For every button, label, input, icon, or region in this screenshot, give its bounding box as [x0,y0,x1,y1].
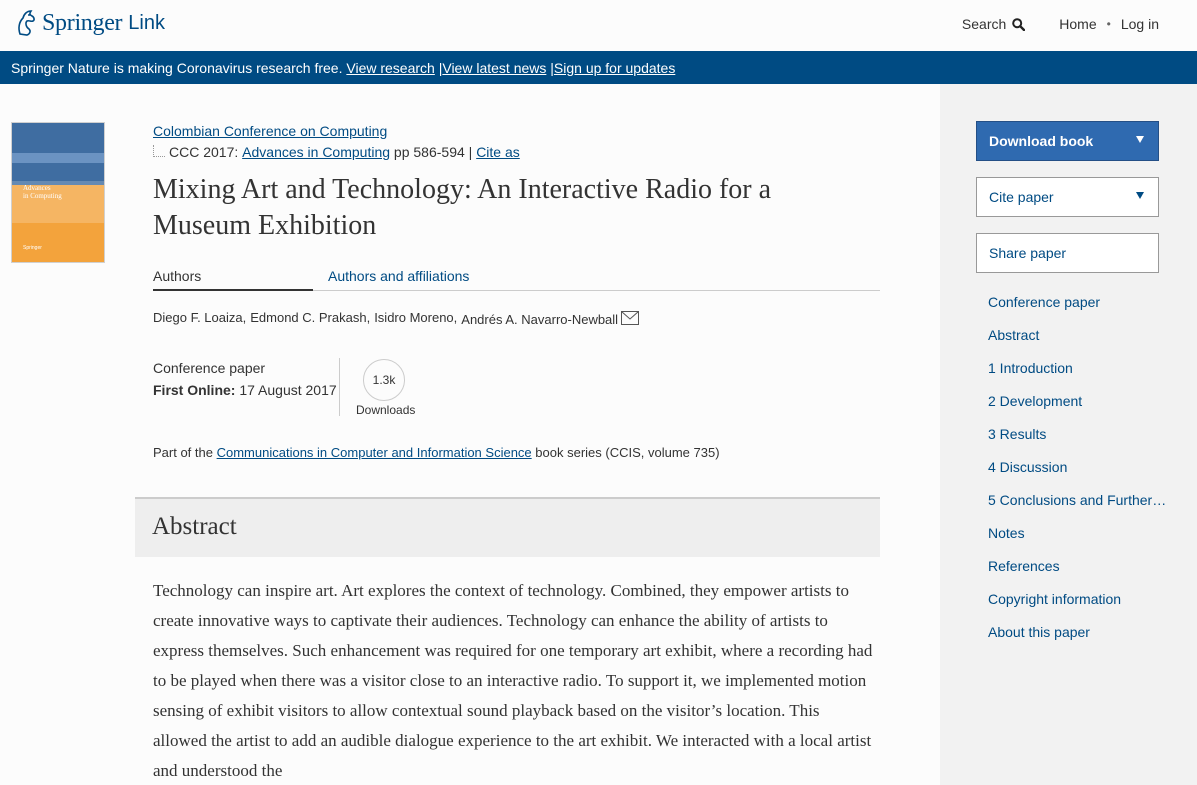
banner-separator: | [438,60,443,76]
cover-strip [12,153,104,163]
author-name[interactable]: Edmond C. Prakash, [250,310,371,325]
article-title: Mixing Art and Technology: An Interactive Radio for a Museum Exhibition [153,174,772,241]
breadcrumb-prefix: CCC 2017: [169,144,239,160]
tab-authors[interactable]: Authors [153,268,313,291]
book-breadcrumb [153,144,520,160]
toc-results[interactable]: 3 Results [988,426,1047,442]
tab-authors-affiliations[interactable]: Authors and affiliations [328,268,470,284]
content-type: Conference paper [153,360,266,376]
banner-separator: | [550,60,554,76]
springer-horse-icon [14,8,38,38]
breadcrumb-pipe: | [468,144,473,160]
email-icon[interactable] [621,311,639,325]
search-label: Search [961,16,1007,32]
series-link[interactable]: Communications in Computer and Information Science [216,445,532,460]
cover-title [23,184,105,200]
toc-copyright[interactable]: Copyright information [988,591,1122,607]
share-paper-button[interactable] [976,233,1159,273]
chevron-down-icon [1136,192,1144,199]
meta-divider [339,358,340,416]
view-latest-news-link[interactable]: View latest news [442,60,547,76]
author-tabs [153,268,880,291]
book-link[interactable]: Advances in Computing [242,144,391,160]
sidebar [940,84,1197,785]
part-of-suffix: book series (CCIS, volume 735) [535,445,720,460]
nav-separator: • [1106,17,1111,31]
author-name[interactable]: Isidro Moreno, [374,310,458,325]
cover-title-line1: Advances [23,184,51,192]
book-cover-image[interactable] [11,122,105,263]
first-online-label: First Online: [153,382,236,398]
abstract-heading: Abstract [152,513,237,540]
banner-text: Springer Nature is making Coronavirus research free. [11,60,343,76]
coronavirus-banner [0,51,1197,84]
view-research-link[interactable]: View research [346,60,435,76]
part-of-prefix: Part of the [153,445,213,460]
cover-title-line2: in Computing [23,192,62,200]
abstract-section-header [135,497,880,557]
search-icon [1012,18,1025,31]
author-name[interactable]: Diego F. Loaiza, [153,310,247,325]
download-book-button[interactable] [976,121,1159,161]
cite-paper-label: Cite paper [989,189,1054,205]
toc-references[interactable]: References [988,558,1060,574]
first-online [153,382,337,398]
springerlink-logo[interactable] [14,8,165,38]
chevron-down-icon [1136,136,1144,143]
toc-notes[interactable]: Notes [988,525,1025,541]
download-book-label: Download book [989,133,1094,149]
site-header [0,0,1197,51]
cover-publisher: Springer [23,245,42,251]
share-paper-label: Share paper [989,245,1067,261]
login-link[interactable]: Log in [1120,16,1159,32]
sign-up-updates-link[interactable]: Sign up for updates [553,60,676,76]
conference-link[interactable]: Colombian Conference on Computing [153,123,388,139]
toc-conference-paper[interactable]: Conference paper [988,294,1101,310]
toc-discussion[interactable]: 4 Discussion [988,459,1068,475]
author-name[interactable]: Andrés A. Navarro-Newball [461,312,619,327]
downloads-count-badge: 1.3k [363,359,405,401]
table-of-contents [988,294,1166,657]
authors-list [153,308,639,327]
logo-springer-text: Springer [42,9,123,36]
toc-introduction[interactable]: 1 Introduction [988,360,1073,376]
logo-link-text: Link [128,11,165,34]
downloads-label: Downloads [356,403,416,417]
home-link[interactable]: Home [1059,16,1097,32]
cite-as-link[interactable]: Cite as [476,144,520,160]
abstract-text: Technology can inspire art. Art explores the context of technology. Combined, they empower artists to create innovative ways to captivate their audiences. Technology can enhance the ability of artists to express themselves. Such enhancement was required for one temporary art exhibit, where a recording had to be played when there was a visitor close to an interactive radio. To support it, we implemented motion sensing of exhibit visitors to allow contextual sound playback based on the visitor’s location. This allowed the artist to add an audible dialogue experience to the art exhibit. We interacted with a local artist and understood the [153,581,873,780]
cite-paper-button[interactable] [976,177,1159,217]
page-range: pp 586-594 [393,144,465,160]
first-online-date: 17 August 2017 [239,382,337,398]
toc-development[interactable]: 2 Development [988,393,1083,409]
toc-abstract[interactable]: Abstract [988,327,1040,343]
search-button[interactable] [962,16,1025,32]
toc-conclusions[interactable]: 5 Conclusions and Further… [988,492,1167,508]
book-series-info [153,445,720,460]
header-nav [962,16,1159,32]
tree-connector-icon [153,145,165,157]
toc-about[interactable]: About this paper [988,624,1090,640]
